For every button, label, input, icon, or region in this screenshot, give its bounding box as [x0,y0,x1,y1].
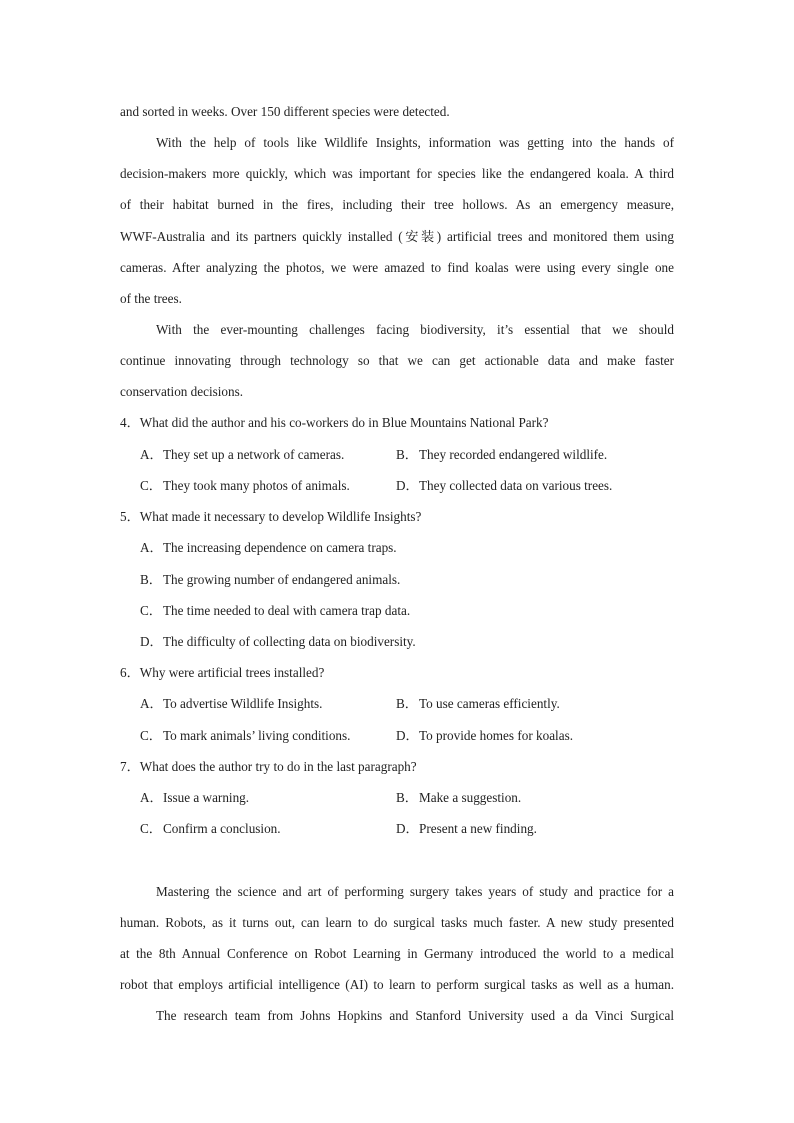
answer-option-c[interactable] [140,601,410,621]
option-text: To use cameras efficiently. [419,696,560,711]
option-text: To mark animals’ living conditions. [163,728,351,743]
option-text: They took many photos of animals. [163,478,350,493]
option-letter: D． [396,728,419,743]
question-stem: 7．What does the author try to do in the last paragraph? [120,759,417,774]
question-stem: 5．What made it necessary to develop Wildlife Insights? [120,509,422,524]
option-letter: C． [140,478,162,493]
option-letter: B． [396,696,418,711]
passage-line: of their habitat burned in the fires, including their tree hollows. As an emergency measure, [120,197,674,212]
answer-option-b[interactable] [396,694,560,714]
answer-option-d[interactable] [396,476,612,496]
answer-option-b[interactable] [396,445,607,465]
passage-line: cameras. After analyzing the photos, we were amazed to find koalas were using every single one [120,260,674,275]
option-text: The growing number of endangered animals. [163,572,401,587]
answer-option-b[interactable] [396,788,521,808]
option-letter: D． [396,821,419,836]
answer-option-c[interactable] [140,476,350,496]
answer-option-b[interactable] [140,570,400,590]
answer-option-d[interactable] [140,632,416,652]
answer-option-a[interactable] [140,694,322,714]
option-text: They set up a network of cameras. [163,447,345,462]
passage-line: of the trees. [120,291,182,306]
question-stem: 4．What did the author and his co-workers do in Blue Mountains National Park? [120,415,549,430]
answer-option-a[interactable] [140,445,344,465]
passage-line: Mastering the science and art of performing surgery takes years of study and practice for a [156,884,674,899]
option-text: Issue a warning. [163,790,250,805]
option-text: They recorded endangered wildlife. [419,447,608,462]
option-letter: D． [396,478,419,493]
question-stem: 6．Why were artificial trees installed? [120,665,325,680]
option-letter: B． [396,790,418,805]
option-text: Make a suggestion. [419,790,522,805]
passage-line: conservation decisions. [120,384,244,399]
answer-option-c[interactable] [140,819,281,839]
option-text: To advertise Wildlife Insights. [163,696,323,711]
passage-line: decision-makers more quickly, which was important for species like the endangered koala. A third [120,166,674,181]
passage-line: and sorted in weeks. Over 150 different species were detected. [120,104,450,119]
option-text: Present a new finding. [419,821,537,836]
option-letter: C． [140,821,162,836]
option-text: The time needed to deal with camera trap data. [163,603,411,618]
option-letter: B． [140,572,162,587]
passage-line: WWF-Australia and its partners quickly installed (安装) artificial trees and monitored them using [120,229,674,244]
option-text: They collected data on various trees. [419,478,613,493]
option-letter: A． [140,790,163,805]
answer-option-d[interactable] [396,726,573,746]
passage-line: continue innovating through technology so that we can get actionable data and make faster [120,353,674,368]
option-text: The increasing dependence on camera traps. [163,540,397,555]
option-text: Confirm a conclusion. [163,821,281,836]
answer-option-a[interactable] [140,788,249,808]
passage-line: With the ever-mounting challenges facing biodiversity, it’s essential that we should [156,322,674,337]
option-letter: A． [140,540,163,555]
option-text: To provide homes for koalas. [419,728,573,743]
option-letter: D． [140,634,163,649]
option-letter: C． [140,603,162,618]
passage-line: The research team from Johns Hopkins and Stanford University used a da Vinci Surgical [156,1008,674,1023]
option-letter: A． [140,447,163,462]
passage-line: With the help of tools like Wildlife Insights, information was getting into the hands of [156,135,674,150]
option-text: The difficulty of collecting data on biodiversity. [163,634,416,649]
answer-option-d[interactable] [396,819,537,839]
option-letter: B． [396,447,418,462]
passage-line: robot that employs artificial intelligence (AI) to learn to perform surgical tasks as well as a human. [120,977,674,992]
answer-option-c[interactable] [140,726,350,746]
passage-line: human. Robots, as it turns out, can learn to do surgical tasks much faster. A new study presented [120,915,674,930]
passage-line: at the 8th Annual Conference on Robot Learning in Germany introduced the world to a medical [120,946,674,961]
option-letter: A． [140,696,163,711]
option-letter: C． [140,728,162,743]
answer-option-a[interactable] [140,538,397,558]
